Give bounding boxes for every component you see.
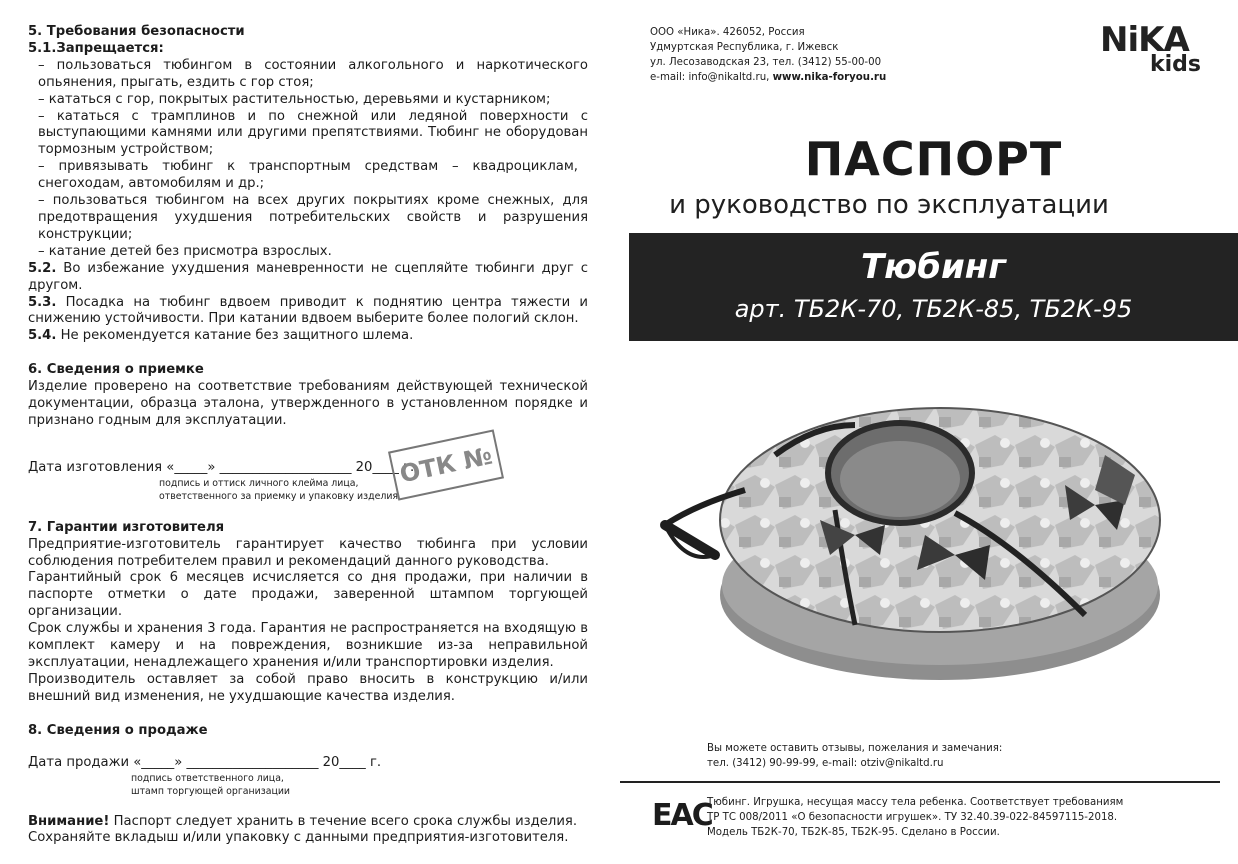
otk-stamp: ОТК № bbox=[388, 429, 504, 500]
section-6-text: Изделие проверено на соответствие требованиям действующей технической документации, образца эталона, утвержденного в установленном порядке и признано годным для эксплуатации. bbox=[28, 379, 588, 428]
product-articles: арт. ТБ2К-70, ТБ2К-85, ТБ2К-95 bbox=[734, 295, 1133, 323]
attention-text: Паспорт следует хранить в течение всего срока службы изделия. bbox=[109, 813, 578, 829]
eac-mark-icon: EAC bbox=[652, 798, 712, 833]
feedback-line: Вы можете оставить отзывы, пожелания и замечания: bbox=[707, 743, 1003, 754]
tubing-illustration bbox=[655, 395, 1170, 685]
cert-line: Модель ТБ2К-70, ТБ2К-85, ТБ2К-95. Сделано в России. bbox=[707, 827, 1000, 838]
page-title: ПАСПОРТ bbox=[804, 132, 1063, 186]
address-line bbox=[650, 70, 886, 85]
rule-number: 5.4. bbox=[28, 328, 57, 344]
feedback-info bbox=[707, 741, 1002, 771]
manufacture-note: подпись и оттиск личного клейма лица, bbox=[159, 477, 359, 489]
rule-5-4 bbox=[28, 328, 588, 345]
warranty-paragraph: Производитель оставляет за собой право вносить в конструкцию и/или внешний вид изменения, не ухудшающие качества изделия. bbox=[28, 671, 588, 704]
sale-note: подпись ответственного лица, bbox=[131, 772, 284, 784]
attention-note bbox=[28, 814, 588, 831]
address-line: ул. Лесозаводская 23, тел. (3412) 55-00-00 bbox=[650, 57, 882, 68]
attention-note-2: Сохраняйте вкладыш и/или упаковку с данными предприятия-изготовителя. bbox=[28, 830, 569, 846]
website-link: www.nika-foryou.ru bbox=[772, 72, 887, 83]
section-7-title: 7. Гарантии изготовителя bbox=[28, 519, 225, 535]
prohibition-item: – кататься с гор, покрытых растительностью, деревьями и кустарником; bbox=[38, 91, 551, 107]
page-subtitle: и руководство по эксплуатации bbox=[669, 190, 1109, 220]
feedback-line: тел. (3412) 90-99-99, e-mail: otziv@nikaltd.ru bbox=[707, 758, 944, 769]
prohibition-item: – кататься с трамплинов и по снежной или ледяной поверхности с выступающими камнями или другими препятствиями. Тюбинг не оборудован тормозным устройством; bbox=[38, 108, 588, 158]
sale-note: штамп торгующей организации bbox=[131, 785, 291, 797]
warranty-paragraph: Предприятие-изготовитель гарантирует качество тюбинга при условии соблюдения потребителем правил и рекомендаций данного руководства. bbox=[28, 536, 588, 569]
cert-line: ТР ТС 008/2011 «О безопасности игрушек». ТУ 32.40.39-022-84597115-2018. bbox=[707, 812, 1118, 823]
rule-text: Во избежание ухудшения маневренности не сцепляйте тюбинги друг с другом. bbox=[28, 260, 588, 293]
attention-label: Внимание! bbox=[28, 813, 110, 829]
cert-line: Тюбинг. Игрушка, несущая массу тела ребенка. Соответствует требованиям bbox=[707, 797, 1124, 808]
sale-date-field: Дата продажи «_____» ____________________ 20____ г. bbox=[28, 754, 382, 770]
rule-text: Не рекомендуется катание без защитного шлема. bbox=[60, 328, 414, 344]
email-text: e-mail: info@nikaltd.ru, bbox=[650, 72, 773, 83]
prohibition-item: – привязывать тюбинг к транспортным средствам – квадроциклам, снегоходам, автомобилям и др.; bbox=[38, 159, 578, 192]
rule-text: Посадка на тюбинг вдвоем приводит к поднятию центра тяжести и снижению устойчивости. При катании вдвоем выберите более пологий склон. bbox=[28, 294, 588, 327]
section-5-title: 5. Требования безопасности bbox=[28, 24, 245, 39]
section-8-title: 8. Сведения о продаже bbox=[28, 722, 208, 738]
nika-kids-logo bbox=[1100, 22, 1212, 82]
manufacture-date-field: Дата изготовления «_____» ____________________ 20____ г. bbox=[28, 459, 415, 475]
prohibition-item: – пользоваться тюбингом в состоянии алкогольного и наркотического опьянения, прыгать, ездить с гор стоя; bbox=[38, 57, 588, 90]
rule-number: 5.2. bbox=[28, 260, 57, 276]
logo-sub-text: kids bbox=[1150, 52, 1202, 77]
manufacture-note: ответственного за приемку и упаковку изделия bbox=[159, 490, 399, 502]
logo-main-text: NiKA bbox=[1100, 20, 1189, 60]
rule-number: 5.3. bbox=[28, 294, 57, 310]
company-address bbox=[650, 25, 886, 85]
warranty-paragraph: Гарантийный срок 6 месяцев исчисляется со дня продажи, при наличии в паспорте отметки о дате продажи, заверенной штампом торгующей организации. bbox=[28, 570, 588, 620]
rule-5-2 bbox=[28, 261, 588, 295]
left-page bbox=[28, 24, 588, 847]
rule-5-3 bbox=[28, 295, 588, 329]
warranty-paragraph: Срок службы и хранения 3 года. Гарантия не распространяется на входящую в комплект камеру и на повреждения, возникшие из-за неправильной эксплуатации, ненадлежащего хранения и/или транспортировки изделия. bbox=[28, 621, 588, 670]
prohibition-item: – пользоваться тюбингом на всех других покрытиях кроме снежных, для предотвращения ухудшения потребительских свойств и разрушения конструкции; bbox=[38, 193, 588, 242]
section-6-title: 6. Сведения о приемке bbox=[28, 362, 204, 378]
address-line: ООО «Ника». 426052, Россия bbox=[650, 27, 805, 38]
divider bbox=[620, 781, 1220, 783]
product-banner bbox=[629, 233, 1238, 341]
certification-info bbox=[707, 795, 1123, 840]
section-5-1-title: 5.1.Запрещается: bbox=[28, 40, 164, 56]
address-line: Удмуртская Республика, г. Ижевск bbox=[650, 42, 839, 53]
product-name: Тюбинг bbox=[860, 247, 1007, 287]
prohibition-item: – катание детей без присмотра взрослых. bbox=[38, 243, 332, 259]
